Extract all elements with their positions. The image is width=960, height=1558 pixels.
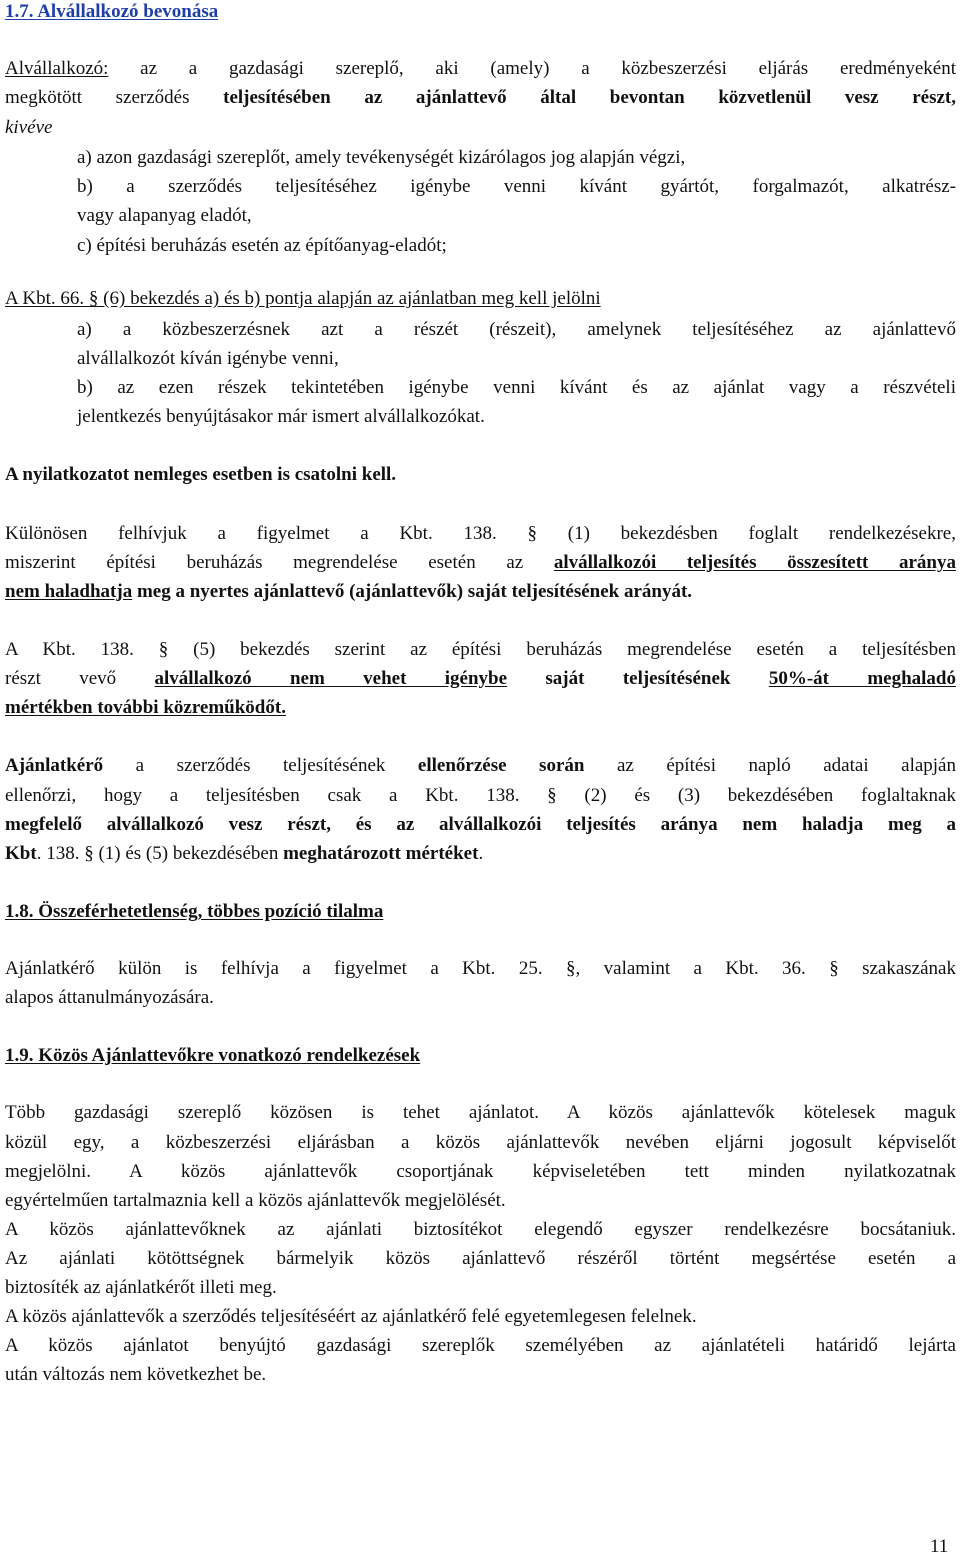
paragraph-text: miszerint építési beruházás megrendelése esetén az [5,552,554,573]
kbt66-item-b-line-1: b) az ezen részek tekintetében igénybe venni kívánt és az ajánlat vagy a részvételi [77,377,956,398]
exception-item-a: a) azon gazdasági szereplőt, amely tevékenységét kizárólagos jog alapján végzi, [77,147,686,168]
paragraph-text: a szerződés teljesítésének [103,755,418,776]
section-1-9-line-8: A közös ajánlattevők a szerződés teljesítéséért az ajánlatkérő felé egyetemlegesen felelnek. [5,1306,697,1327]
emphasis-text: 50%-át meghaladó [768,668,956,689]
subcontractor-definition-line-2 [5,86,956,109]
section-1-8-line-2: alapos áttanulmányozására. [5,987,214,1008]
definition-bold-text: teljesítésében az ajánlattevő által bevontan közvetlenül vesz részt, [223,87,956,108]
kbt138-5-paragraph-line-2 [5,667,956,690]
section-1-8-line-1: Ajánlatkérő külön is felhívja a figyelmet a Kbt. 25. §, valamint a Kbt. 36. § szakaszának [5,958,956,979]
section-1-9-line-4: egyértelműen tartalmaznia kell a közös ajánlattevők megjelölését. [5,1190,506,1211]
emphasis-text: nem haladhatja [5,581,133,602]
kbt138-1-paragraph-line-1: Különösen felhívjuk a figyelmet a Kbt. 138. § (1) bekezdésben foglalt rendelkezésekre, [5,523,956,544]
kbt66-item-a-line-1: a) a közbeszerzésnek azt a részét (részeit), amelynek teljesítéséhez az ajánlattevő [77,319,956,340]
paragraph-text: részt vevő [5,668,155,689]
kbt138-1-paragraph-line-3 [5,580,956,603]
kbt66-item-b-line-2: jelentkezés benyújtásakor már ismert alvállalkozókat. [77,406,485,427]
section-1-9-heading: 1.9. Közös Ajánlattevőkre vonatkozó rendelkezések [5,1045,421,1066]
contracting-authority-check-line-1 [5,754,956,777]
negative-declaration-note: A nyilatkozatot nemleges esetben is csatolni kell. [5,464,397,485]
bold-text: meg a nyertes ajánlattevő (ajánlattevők) saját teljesítésének arányát. [132,581,693,602]
definition-text: az a gazdasági szereplő, aki (amely) a közbeszerzési eljárás eredményeként [108,58,956,79]
section-1-8-heading: 1.8. Összeférhetetlenség, többes pozíció tilalma [5,901,384,922]
section-1-9-line-6: Az ajánlati kötöttségnek bármelyik közös ajánlattevő részéről történt megsértése esetén a [5,1248,956,1269]
kbt66-item-a-line-2: alvállalkozót kíván igénybe venni, [77,348,339,369]
kbt138-1-paragraph-line-2 [5,551,956,574]
kbt138-5-paragraph-line-3: mértékben további közreműködőt. [5,697,286,718]
exception-item-b-line-2: vagy alapanyag eladót, [77,205,252,226]
section-1-7-heading: 1.7. Alvállalkozó bevonása [5,1,219,22]
section-1-9-line-5: A közös ajánlattevőknek az ajánlati biztosítékot elegendő egyszer rendelkezésre bocsátaniuk. [5,1219,956,1240]
definition-term: Alvállalkozó: [5,58,109,79]
contracting-authority-check-line-2: ellenőrzi, hogy a teljesítésben csak a Kbt. 138. § (2) és (3) bekezdésében foglaltaknak [5,785,956,806]
kbt66-requirement: A Kbt. 66. § (6) bekezdés a) és b) pontja alapján az ajánlatban meg kell jelölni [5,288,601,309]
section-1-9-line-2: közül egy, a közbeszerzési eljárásban a közös ajánlattevők nevében eljárni jogosult képviselőt [5,1132,956,1153]
section-1-9-line-10: után változás nem következhet be. [5,1364,267,1385]
contracting-authority-check-line-3: megfelelő alvállalkozó vesz részt, és az alvállalkozói teljesítés aránya nem haladja meg a [5,814,956,835]
kbt138-5-paragraph-line-1: A Kbt. 138. § (5) bekezdés szerint az építési beruházás megrendelése esetén a teljesítésben [5,639,956,660]
bold-text: saját teljesítésének [507,668,769,689]
bold-text: meghatározott mértéket [283,843,479,864]
paragraph-text: . [478,843,484,864]
emphasis-text: alvállalkozói teljesítés összesített aránya [553,552,956,573]
paragraph-text: . 138. § (1) és (5) bekezdésében [36,843,284,864]
subcontractor-definition-line-1 [5,57,956,80]
definition-text: megkötött szerződés [5,87,224,108]
contracting-authority-check-line-4 [5,842,956,865]
bold-text: Kbt [5,843,37,864]
section-1-9-line-3: megjelölni. A közös ajánlattevők csoportjának képviseletében tett minden nyilatkozatnak [5,1161,956,1182]
paragraph-text: az építési napló adatai alapján [584,755,956,776]
exception-item-c: c) építési beruházás esetén az építőanyag-eladót; [77,235,447,256]
exception-item-b-line-1: b) a szerződés teljesítéséhez igénybe venni kívánt gyártót, forgalmazót, alkatrész- [77,176,956,197]
page-number: 11 [930,1536,949,1557]
subcontractor-definition-except: kivéve [5,117,53,138]
bold-text: ellenőrzése során [417,755,585,776]
bold-text: Ajánlatkérő [5,755,104,776]
section-1-9-line-1: Több gazdasági szereplő közösen is tehet ajánlatot. A közös ajánlattevők kötelesek maguk [5,1102,956,1123]
section-1-9-line-7: biztosíték az ajánlatkérőt illeti meg. [5,1277,277,1298]
emphasis-text: alvállalkozó nem vehet igénybe [154,668,508,689]
section-1-9-line-9: A közös ajánlatot benyújtó gazdasági szereplők személyében az ajánlatételi határidő lejárta [5,1335,956,1356]
